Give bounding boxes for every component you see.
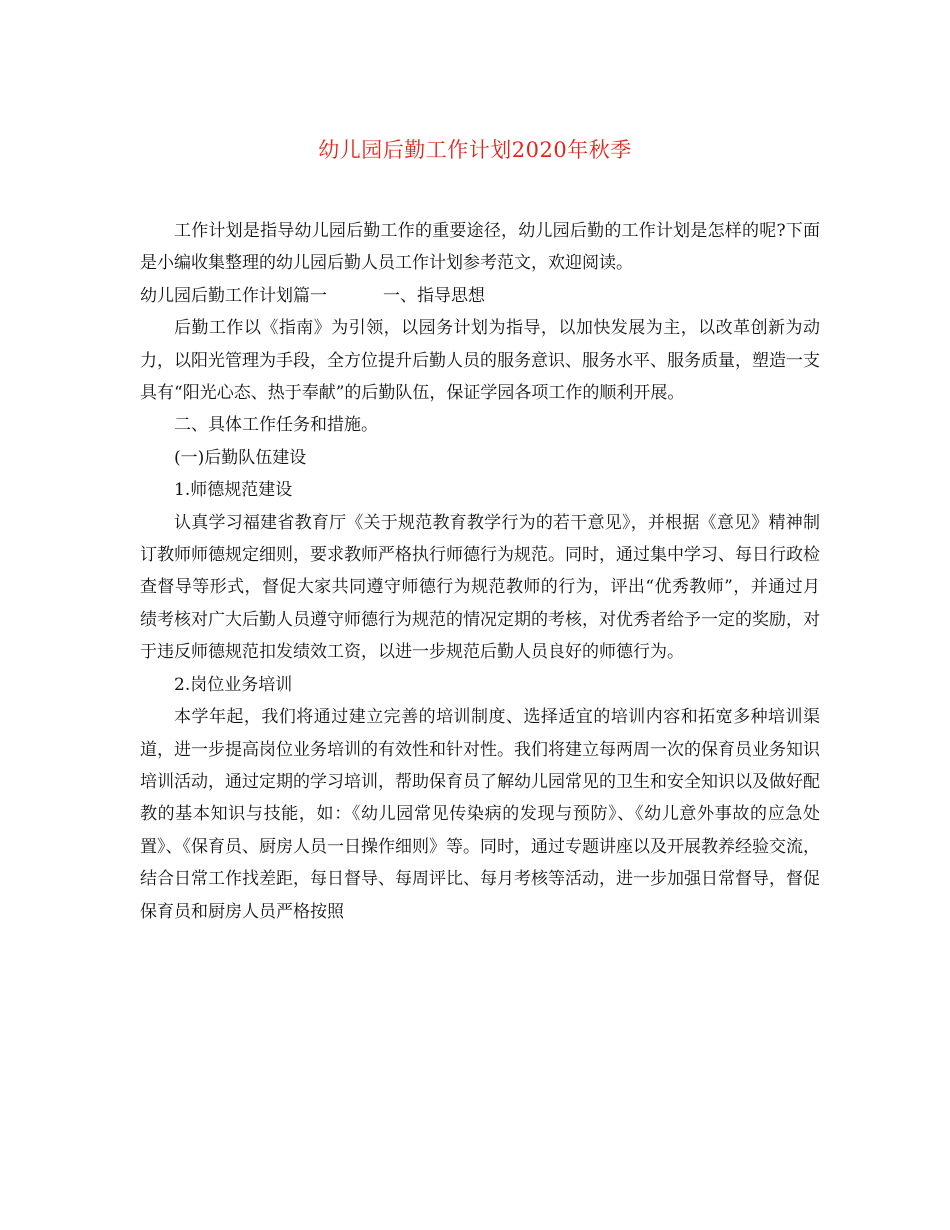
item-1-paragraph: 认真学习福建省教育厅《关于规范教育教学行为的若干意见》，并根据《意见》精神制订教师师德规定细则，要求教师严格执行师德行为规范。同时，通过集中学习、每日行政检查督导等形式，督促大家共同遵守师德行为规范教师的行为，评出“优秀教师”，并通过月绩考核对广大后勤人员遵守师德行为规范的情况定期的考核，对优秀者给予一定的奖励，对于违反师德规范扣发绩效工资，以进一步规范后勤人员良好的师德行为。 — [140, 512, 820, 663]
section-line — [140, 280, 820, 312]
section-heading: 一、指导思想 — [383, 285, 485, 306]
document-body — [140, 215, 820, 928]
item-2-paragraph: 本学年起，我们将通过建立完善的培训制度、选择适宜的培训内容和拓宽多种培训渠道，进一步提高岗位业务培训的有效性和针对性。我们将建立每两周一次的保育员业务知识培训活动，通过定期的学习培训，帮助保育员了解幼儿园常见的卫生和安全知识以及做好配教的基本知识与技能，如：《幼儿园常见传染病的发现与预防》、《幼儿意外事故的应急处置》、《保育员、厨房人员一日操作细则》等。同时，通过专题讲座以及开展教养经验交流，结合日常工作找差距，每日督导、每周评比、每月考核等活动，进一步加强日常督导，督促保育员和厨房人员严格按照 — [140, 707, 820, 922]
item-2-title: 2.岗位业务培训 — [174, 674, 293, 695]
section-label: 幼儿园后勤工作计划篇一 — [140, 285, 327, 306]
guiding-paragraph: 后勤工作以《指南》为引领，以园务计划为指导，以加快发展为主，以改革创新为动力，以阳光管理为手段，全方位提升后勤人员的服务意识、服务水平、服务质量，塑造一支具有“阳光心态、热于奉献”的后勤队伍，保证学园各项工作的顺利开展。 — [140, 318, 820, 404]
intro-paragraph: 工作计划是指导幼儿园后勤工作的重要途径，幼儿园后勤的工作计划是怎样的呢?下面是小编收集整理的幼儿园后勤人员工作计划参考范文，欢迎阅读。 — [140, 221, 820, 274]
heading-2: 二、具体工作任务和措施。 — [174, 415, 378, 436]
item-1-title: 1.师德规范建设 — [174, 480, 293, 501]
document-title: 幼儿园后勤工作计划2020年秋季 — [318, 138, 632, 162]
heading-2-1: (一)后勤队伍建设 — [174, 447, 307, 468]
